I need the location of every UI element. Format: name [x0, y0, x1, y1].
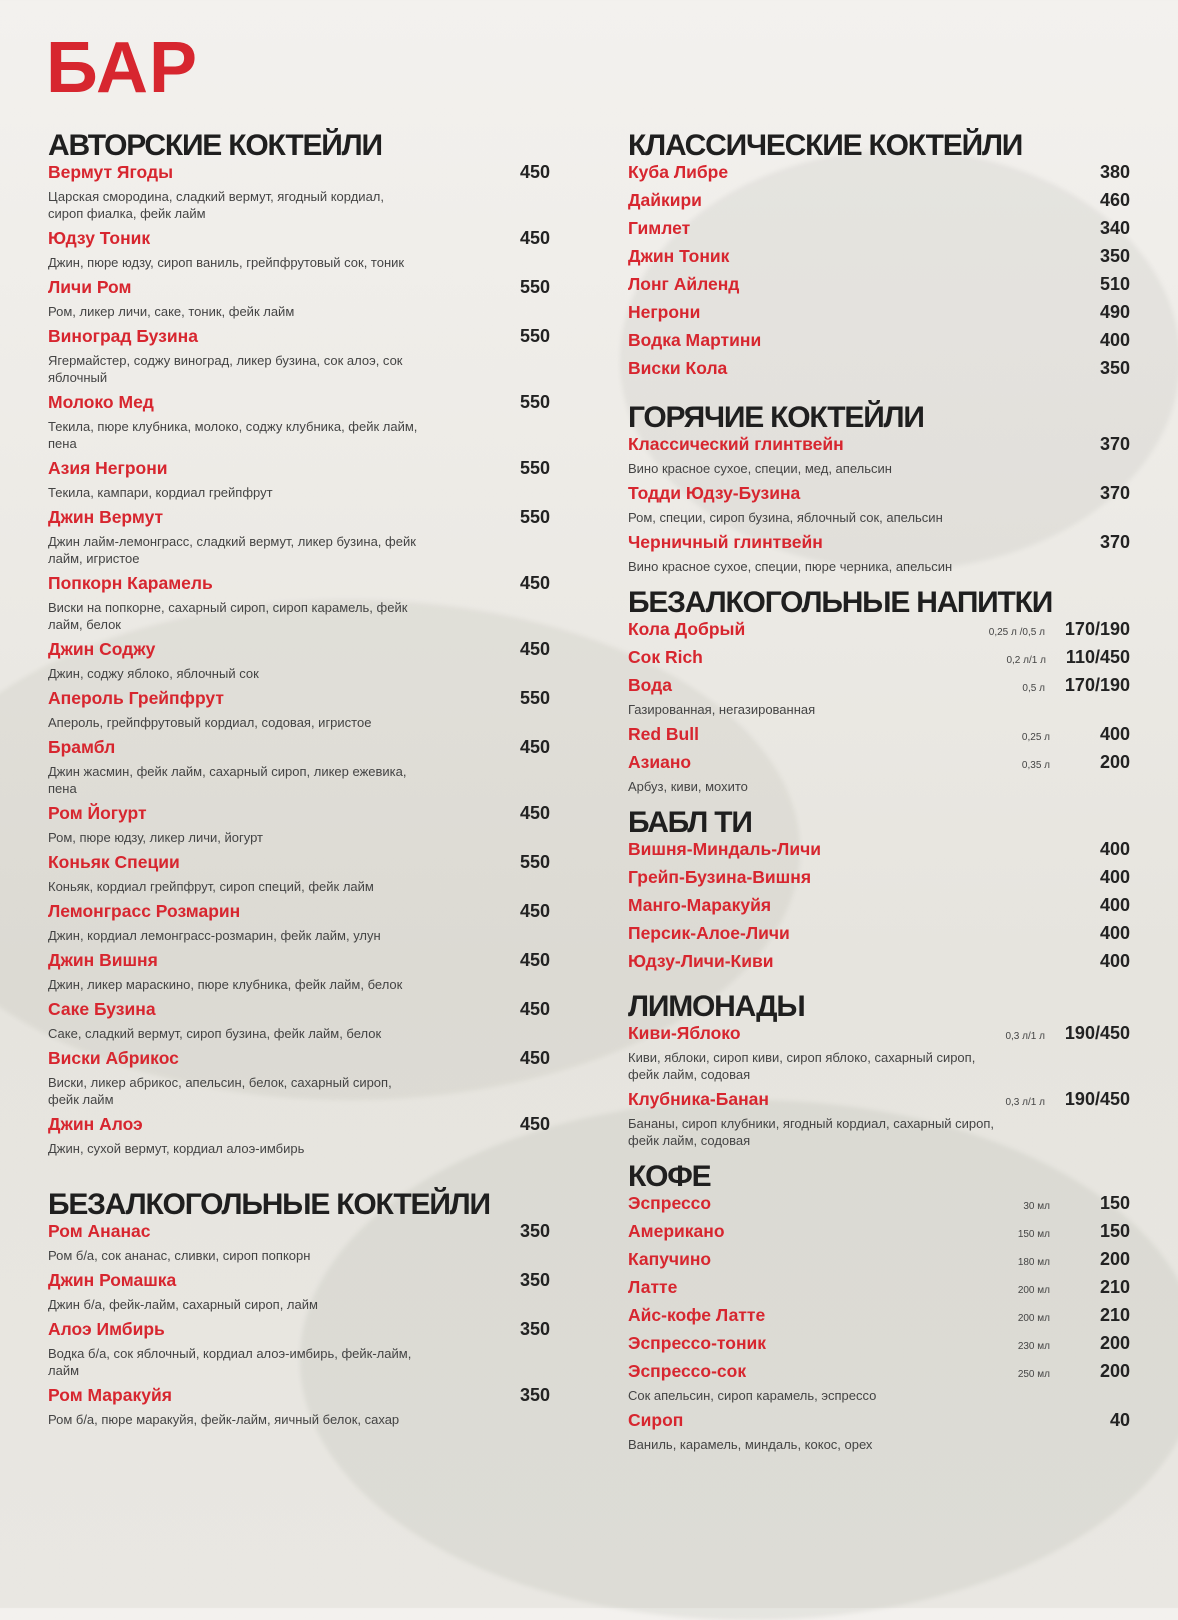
- item-price: 350: [1099, 246, 1130, 266]
- menu-item-row: [48, 1270, 550, 1298]
- item-name: Юдзу Тоник: [48, 228, 151, 248]
- item-name: Персик-Алое-Личи: [628, 923, 790, 943]
- item-price: 400: [1099, 951, 1130, 971]
- item-name: Попкорн Карамель: [48, 573, 213, 593]
- item-price: 210: [1099, 1277, 1130, 1297]
- menu-item-row: [48, 803, 550, 831]
- menu-item: [48, 639, 550, 682]
- menu-item-row: [628, 839, 1130, 867]
- menu-item: [48, 1114, 550, 1157]
- menu-item: [48, 1221, 550, 1264]
- menu-item: [628, 839, 1130, 867]
- right-column: [628, 130, 1130, 1459]
- section-title: КОФЕ: [628, 1160, 711, 1193]
- menu-item: [628, 218, 1130, 246]
- item-name: Американо: [628, 1221, 725, 1241]
- item-price: 150: [1099, 1221, 1130, 1241]
- menu-item: [48, 392, 550, 452]
- item-name: Ром Ананас: [48, 1221, 151, 1241]
- menu-item-row: [628, 923, 1130, 951]
- menu-item: [628, 675, 1130, 718]
- item-price: 550: [519, 688, 550, 708]
- menu-item: [628, 1333, 1130, 1361]
- item-name: Капучино: [628, 1249, 712, 1269]
- item-name: Эспрессо-сок: [628, 1361, 747, 1381]
- menu-item: [628, 752, 1130, 795]
- menu-item-row: [48, 458, 550, 486]
- item-volume: 200 мл: [1017, 1285, 1050, 1296]
- menu-item-row: [48, 999, 550, 1027]
- item-name: Вода: [628, 675, 672, 695]
- menu-item: [628, 1221, 1130, 1249]
- item-name: Ром Йогурт: [48, 803, 147, 823]
- item-name: Киви-Яблоко: [628, 1023, 741, 1043]
- item-price: 400: [1099, 923, 1130, 943]
- item-name: Черничный глинтвейн: [628, 532, 823, 552]
- menu-item: [628, 532, 1130, 575]
- section-title: БЕЗАЛКОГОЛЬНЫЕ КОКТЕЙЛИ: [48, 1188, 490, 1221]
- item-volume: 0,2 л/1 л: [1006, 655, 1046, 666]
- menu-item-row: [628, 190, 1130, 218]
- item-name: Джин Ромашка: [48, 1270, 177, 1290]
- section-title: БЕЗАЛКОГОЛЬНЫЕ НАПИТКИ: [628, 586, 1053, 619]
- item-name: Азиано: [628, 752, 692, 772]
- menu-item: [628, 951, 1130, 979]
- menu-item-row: [628, 434, 1130, 462]
- menu-item-row: [48, 162, 550, 190]
- item-name: Апероль Грейпфрут: [48, 688, 224, 708]
- item-description: Виски на попкорне, сахарный сироп, сироп карамель, фейк лайм, белок: [48, 600, 408, 632]
- menu-item-row: [628, 647, 1130, 675]
- menu-item-row: [628, 619, 1130, 647]
- item-price: 40: [1109, 1410, 1130, 1430]
- menu-section: [48, 130, 550, 1157]
- item-description: Газированная, негазированная: [628, 702, 816, 717]
- menu-item-row: [48, 950, 550, 978]
- item-name: Айс-кофе Латте: [628, 1305, 766, 1325]
- item-name: Red Bull: [628, 724, 699, 744]
- menu-item: [48, 1048, 550, 1108]
- item-name: Личи Ром: [48, 277, 132, 297]
- item-volume: 0,3 л/1 л: [1005, 1031, 1045, 1042]
- item-name: Негрони: [628, 302, 701, 322]
- item-name: Алоэ Имбирь: [48, 1319, 165, 1339]
- item-name: Водка Мартини: [628, 330, 762, 350]
- menu-item: [628, 1277, 1130, 1305]
- menu-item: [628, 867, 1130, 895]
- menu-item: [628, 1305, 1130, 1333]
- menu-item: [48, 950, 550, 993]
- menu-item-row: [628, 1333, 1130, 1361]
- menu-item-row: [48, 277, 550, 305]
- menu-item-row: [48, 1319, 550, 1347]
- item-price: 450: [519, 803, 550, 823]
- item-price: 450: [519, 950, 550, 970]
- menu-item: [48, 277, 550, 320]
- item-name: Брамбл: [48, 737, 116, 757]
- menu-item-row: [628, 274, 1130, 302]
- item-price: 400: [1099, 724, 1130, 744]
- item-price: 350: [519, 1319, 550, 1339]
- item-description: Джин, кордиал лемонграсс-розмарин, фейк лайм, улун: [48, 928, 381, 943]
- item-name: Дайкири: [628, 190, 702, 210]
- menu-item: [628, 1023, 1130, 1083]
- item-description: Ром, специи, сироп бузина, яблочный сок, апельсин: [628, 510, 943, 525]
- menu-item-row: [628, 246, 1130, 274]
- menu-item: [628, 302, 1130, 330]
- menu-item: [48, 852, 550, 895]
- menu-item-row: [628, 302, 1130, 330]
- item-name: Кола Добрый: [628, 619, 746, 639]
- menu-item-row: [628, 867, 1130, 895]
- menu-item: [48, 737, 550, 797]
- menu-item-row: [628, 724, 1130, 752]
- menu-item-row: [628, 218, 1130, 246]
- menu-item-row: [628, 1023, 1130, 1051]
- menu-item-row: [48, 1385, 550, 1413]
- item-description: Сок апельсин, сироп карамель, эспрессо: [628, 1388, 877, 1403]
- item-name: Молоко Мед: [48, 392, 154, 412]
- menu-item: [628, 358, 1130, 386]
- item-name: Лонг Айленд: [628, 274, 740, 294]
- item-price: 370: [1099, 434, 1130, 454]
- item-name: Сок Rich: [628, 647, 703, 667]
- menu-item: [48, 326, 550, 386]
- item-price: 190/450: [1064, 1089, 1130, 1109]
- item-description: Джин, ликер мараскино, пюре клубника, фейк лайм, белок: [48, 977, 403, 992]
- item-price: 150: [1099, 1193, 1130, 1213]
- menu-item-row: [628, 951, 1130, 979]
- item-price: 450: [519, 1114, 550, 1134]
- menu-section: [628, 402, 1130, 575]
- item-name: Джин Соджу: [48, 639, 156, 659]
- menu-item: [628, 724, 1130, 752]
- item-name: Латте: [628, 1277, 678, 1297]
- item-price: 450: [519, 228, 550, 248]
- item-name: Виски Кола: [628, 358, 728, 378]
- item-price: 340: [1099, 218, 1130, 238]
- menu-item: [48, 803, 550, 846]
- item-description: Джин, соджу яблоко, яблочный сок: [48, 666, 259, 681]
- menu-item-row: [628, 1249, 1130, 1277]
- item-price: 380: [1099, 162, 1130, 182]
- item-price: 450: [519, 162, 550, 182]
- item-volume: 230 мл: [1017, 1341, 1050, 1352]
- item-description: Вино красное сухое, специи, пюре черника, апельсин: [628, 559, 953, 574]
- section-title: ГОРЯЧИЕ КОКТЕЙЛИ: [628, 401, 924, 434]
- item-name: Эспрессо: [628, 1193, 712, 1213]
- item-name: Клубника-Банан: [628, 1089, 769, 1109]
- menu-item-row: [48, 852, 550, 880]
- item-price: 550: [519, 507, 550, 527]
- menu-item: [628, 1193, 1130, 1221]
- menu-item: [628, 1089, 1130, 1149]
- item-name: Лемонграсс Розмарин: [48, 901, 241, 921]
- item-name: Джин Тоник: [628, 246, 730, 266]
- item-description: Саке, сладкий вермут, сироп бузина, фейк лайм, белок: [48, 1026, 382, 1041]
- item-description: Коньяк, кордиал грейпфрут, сироп специй, фейк лайм: [48, 879, 374, 894]
- item-volume: 250 мл: [1017, 1369, 1050, 1380]
- item-price: 400: [1099, 895, 1130, 915]
- item-price: 200: [1099, 1249, 1130, 1269]
- item-price: 550: [519, 392, 550, 412]
- item-description: Ягермайстер, соджу виноград, ликер бузина, сок алоэ, сок яблочный: [48, 353, 403, 385]
- item-price: 350: [519, 1221, 550, 1241]
- section-title: КЛАССИЧЕСКИЕ КОКТЕЙЛИ: [628, 129, 1023, 162]
- item-name: Джин Алоэ: [48, 1114, 143, 1134]
- item-name: Эспрессо-тоник: [628, 1333, 767, 1353]
- menu-item-row: [628, 532, 1130, 560]
- item-name: Грейп-Бузина-Вишня: [628, 867, 812, 887]
- item-description: Ром б/а, пюре маракуйя, фейк-лайм, яичный белок, сахар: [48, 1412, 400, 1427]
- menu-item: [48, 507, 550, 567]
- item-price: 370: [1099, 532, 1130, 552]
- item-description: Царская смородина, сладкий вермут, ягодный кордиал, сироп фиалка, фейк лайм: [48, 189, 384, 221]
- item-price: 460: [1099, 190, 1130, 210]
- item-price: 510: [1099, 274, 1130, 294]
- item-price: 400: [1099, 867, 1130, 887]
- item-volume: 0,5 л: [1022, 683, 1045, 694]
- item-description: Ваниль, карамель, миндаль, кокос, орех: [628, 1437, 873, 1452]
- item-price: 190/450: [1064, 1023, 1130, 1043]
- item-name: Классический глинтвейн: [628, 434, 844, 454]
- menu-item: [48, 688, 550, 731]
- item-price: 450: [519, 639, 550, 659]
- menu-item: [48, 1385, 550, 1428]
- menu-item-row: [628, 1193, 1130, 1221]
- item-price: 170/190: [1064, 619, 1130, 639]
- section-title: АВТОРСКИЕ КОКТЕЙЛИ: [48, 129, 382, 162]
- menu-item-row: [48, 228, 550, 256]
- menu-item-row: [48, 1048, 550, 1076]
- menu-item: [628, 274, 1130, 302]
- item-name: Виски Абрикос: [48, 1048, 179, 1068]
- menu-section: [628, 1161, 1130, 1453]
- item-price: 210: [1099, 1305, 1130, 1325]
- menu-item: [628, 330, 1130, 358]
- item-price: 450: [519, 573, 550, 593]
- item-name: Джин Вишня: [48, 950, 158, 970]
- item-description: Арбуз, киви, мохито: [628, 779, 748, 794]
- item-volume: 150 мл: [1017, 1229, 1050, 1240]
- item-description: Ром, пюре юдзу, ликер личи, йогурт: [48, 830, 263, 845]
- item-volume: 0,3 л/1 л: [1005, 1097, 1045, 1108]
- item-price: 450: [519, 737, 550, 757]
- item-price: 450: [519, 901, 550, 921]
- item-name: Саке Бузина: [48, 999, 156, 1019]
- menu-section: [628, 807, 1130, 979]
- item-name: Манго-Маракуйя: [628, 895, 772, 915]
- menu-item: [628, 619, 1130, 647]
- menu-item: [48, 228, 550, 271]
- menu-item-row: [628, 895, 1130, 923]
- item-name: Вишня-Миндаль-Личи: [628, 839, 821, 859]
- item-price: 170/190: [1064, 675, 1130, 695]
- menu-item: [628, 1361, 1130, 1404]
- menu-item: [48, 162, 550, 222]
- item-volume: 0,25 л /0,5 л: [988, 627, 1045, 638]
- menu-item: [48, 1270, 550, 1313]
- menu-item: [628, 1410, 1130, 1453]
- item-name: Сироп: [628, 1410, 684, 1430]
- menu-item-row: [48, 326, 550, 354]
- menu-item-row: [628, 1221, 1130, 1249]
- item-description: Джин, сухой вермут, кордиал алоэ-имбирь: [48, 1141, 305, 1156]
- item-description: Джин б/а, фейк-лайм, сахарный сироп, лайм: [48, 1297, 318, 1312]
- item-price: 350: [1099, 358, 1130, 378]
- menu-section: [48, 1189, 550, 1428]
- item-price: 550: [519, 852, 550, 872]
- menu-item: [628, 895, 1130, 923]
- menu-item: [48, 1319, 550, 1379]
- menu-item: [628, 246, 1130, 274]
- menu-item-row: [628, 330, 1130, 358]
- menu-item-row: [48, 901, 550, 929]
- item-description: Бананы, сироп клубники, ягодный кордиал, сахарный сироп, фейк лайм, содовая: [628, 1116, 995, 1148]
- item-price: 370: [1099, 483, 1130, 503]
- item-price: 450: [519, 999, 550, 1019]
- section-title: ЛИМОНАДЫ: [628, 990, 805, 1023]
- menu-item: [48, 999, 550, 1042]
- item-name: Гимлет: [628, 218, 691, 238]
- item-description: Ром б/а, сок ананас, сливки, сироп попкорн: [48, 1248, 311, 1263]
- menu-item: [628, 1249, 1130, 1277]
- menu-item: [628, 190, 1130, 218]
- menu-item: [628, 647, 1130, 675]
- item-description: Ром, ликер личи, саке, тоник, фейк лайм: [48, 304, 295, 319]
- menu-item-row: [628, 483, 1130, 511]
- item-price: 200: [1099, 1361, 1130, 1381]
- menu-item-row: [628, 1410, 1130, 1438]
- item-description: Вино красное сухое, специи, мед, апельсин: [628, 461, 892, 476]
- menu-item-row: [628, 162, 1130, 190]
- menu-item-row: [628, 752, 1130, 780]
- menu-item: [48, 573, 550, 633]
- left-column: [48, 130, 550, 1434]
- page-title: БАР: [46, 28, 199, 108]
- item-price: 450: [519, 1048, 550, 1068]
- item-name: Виноград Бузина: [48, 326, 198, 346]
- item-description: Виски, ликер абрикос, апельсин, белок, сахарный сироп, фейк лайм: [48, 1075, 392, 1107]
- item-name: Юдзу-Личи-Киви: [628, 951, 774, 971]
- menu-item-row: [48, 1114, 550, 1142]
- item-price: 490: [1099, 302, 1130, 322]
- menu-item-row: [48, 639, 550, 667]
- item-volume: 0,35 л: [1021, 760, 1050, 771]
- item-name: Джин Вермут: [48, 507, 164, 527]
- item-price: 400: [1099, 330, 1130, 350]
- menu-item-row: [628, 1361, 1130, 1389]
- item-name: Куба Либре: [628, 162, 729, 182]
- item-price: 110/450: [1065, 647, 1130, 667]
- item-price: 400: [1099, 839, 1130, 859]
- menu-item-row: [48, 737, 550, 765]
- menu-item-row: [48, 1221, 550, 1249]
- item-price: 550: [519, 277, 550, 297]
- item-name: Ром Маракуйя: [48, 1385, 172, 1405]
- menu-section: [628, 130, 1130, 386]
- menu-item-row: [628, 1277, 1130, 1305]
- menu-item-row: [48, 573, 550, 601]
- menu-item-row: [628, 675, 1130, 703]
- item-description: Апероль, грейпфрутовый кордиал, содовая, игристое: [48, 715, 372, 730]
- menu-section: [628, 991, 1130, 1149]
- item-description: Водка б/а, сок яблочный, кордиал алоэ-имбирь, фейк-лайм, лайм: [48, 1346, 412, 1378]
- item-price: 550: [519, 458, 550, 478]
- item-volume: 0,25 л: [1021, 732, 1050, 743]
- menu-item-row: [628, 358, 1130, 386]
- item-description: Текила, пюре клубника, молоко, соджу клубника, фейк лайм, пена: [48, 419, 418, 451]
- item-price: 550: [519, 326, 550, 346]
- item-volume: 30 мл: [1023, 1201, 1050, 1212]
- menu-item-row: [628, 1305, 1130, 1333]
- menu-item-row: [48, 392, 550, 420]
- menu-item: [628, 162, 1130, 190]
- item-description: Джин лайм-лемонграсс, сладкий вермут, ликер бузина, фейк лайм, игристое: [48, 534, 416, 566]
- section-title: БАБЛ ТИ: [628, 806, 752, 839]
- item-name: Тодди Юдзу-Бузина: [628, 483, 801, 503]
- item-name: Вермут Ягоды: [48, 162, 174, 182]
- menu-item-row: [48, 507, 550, 535]
- item-name: Азия Негрони: [48, 458, 168, 478]
- item-price: 350: [519, 1270, 550, 1290]
- item-volume: 180 мл: [1017, 1257, 1050, 1268]
- menu-item: [628, 434, 1130, 477]
- item-volume: 200 мл: [1017, 1313, 1050, 1324]
- menu-item-row: [48, 688, 550, 716]
- item-price: 200: [1099, 752, 1130, 772]
- item-description: Киви, яблоки, сироп киви, сироп яблоко, сахарный сироп, фейк лайм, содовая: [628, 1050, 976, 1082]
- item-description: Текила, кампари, кордиал грейпфрут: [48, 485, 273, 500]
- item-name: Коньяк Специи: [48, 852, 180, 872]
- item-description: Джин, пюре юдзу, сироп ваниль, грейпфрутовый сок, тоник: [48, 255, 405, 270]
- menu-item-row: [628, 1089, 1130, 1117]
- item-description: Джин жасмин, фейк лайм, сахарный сироп, ликер ежевика, пена: [48, 764, 407, 796]
- menu-section: [628, 587, 1130, 795]
- menu-item: [48, 458, 550, 501]
- menu-item: [628, 923, 1130, 951]
- menu-item: [48, 901, 550, 944]
- menu-item: [628, 483, 1130, 526]
- item-price: 200: [1099, 1333, 1130, 1353]
- item-price: 350: [519, 1385, 550, 1405]
